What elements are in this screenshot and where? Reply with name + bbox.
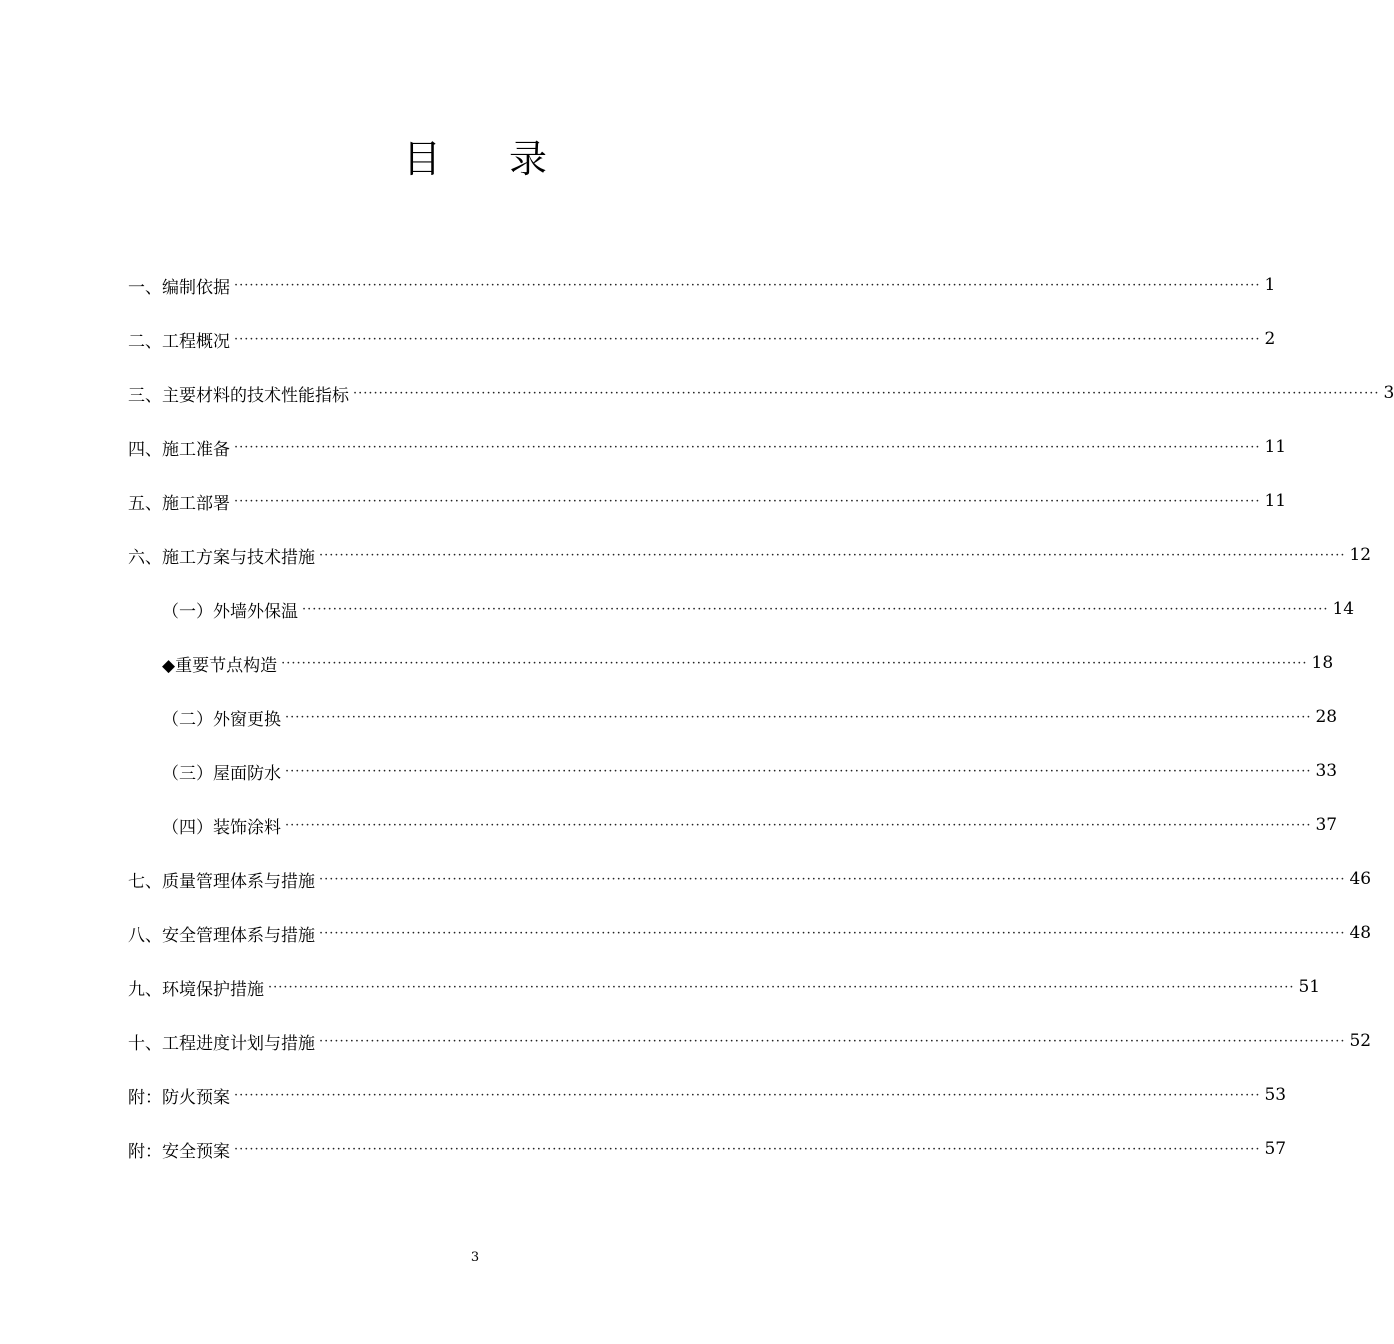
- toc-entry[interactable]: [128, 798, 1338, 852]
- title-char-2: 录: [509, 137, 548, 181]
- toc-leader-dots: ········································································································································································································: [268, 979, 1295, 995]
- toc-leader-dots: ········································································································································································································: [285, 817, 1312, 833]
- toc-leader-dots: ········································································································································································································: [302, 601, 1329, 617]
- toc-entry-label: （一）外墙外保温: [162, 601, 298, 622]
- toc-entry-page: 1: [1264, 275, 1276, 295]
- toc-entry[interactable]: [128, 474, 1287, 528]
- toc-entry-page: 57: [1264, 1139, 1287, 1159]
- toc-entry[interactable]: [128, 366, 1394, 420]
- toc-entry-page: 12: [1349, 545, 1372, 565]
- toc-entry-page: 51: [1298, 977, 1321, 997]
- toc-entry-page: 37: [1315, 815, 1338, 835]
- toc-entry-label: 十、工程进度计划与措施: [128, 1033, 315, 1054]
- toc-entry-label: 七、质量管理体系与措施: [128, 871, 315, 892]
- toc-entry-page: 11: [1264, 437, 1287, 457]
- toc-entry-label: 九、环境保护措施: [128, 979, 264, 1000]
- toc-leader-dots: ········································································································································································································: [319, 871, 1346, 887]
- toc-entry[interactable]: [128, 420, 1287, 474]
- toc-entry-page: 14: [1332, 599, 1355, 619]
- toc-leader-dots: ········································································································································································································: [319, 925, 1346, 941]
- toc-leader-dots: ········································································································································································································: [234, 493, 1261, 509]
- table-of-contents: [128, 258, 1394, 1176]
- toc-entry[interactable]: [128, 960, 1321, 1014]
- toc-entry-page: 53: [1264, 1085, 1287, 1105]
- toc-entry-page: 33: [1315, 761, 1338, 781]
- toc-entry-label: 三、主要材料的技术性能指标: [128, 385, 349, 406]
- toc-entry[interactable]: [128, 1068, 1287, 1122]
- toc-entry[interactable]: [128, 744, 1338, 798]
- toc-entry-label: 附：防火预案: [128, 1087, 230, 1108]
- toc-entry-label: 一、编制依据: [128, 277, 230, 298]
- toc-entry-label: （四）装饰涂料: [162, 817, 281, 838]
- toc-entry-label: 六、施工方案与技术措施: [128, 547, 315, 568]
- toc-entry[interactable]: [128, 690, 1338, 744]
- title-char-1: 目: [402, 137, 441, 181]
- toc-entry-label: 附：安全预案: [128, 1141, 230, 1162]
- toc-leader-dots: ········································································································································································································: [234, 439, 1261, 455]
- toc-entry-page: 11: [1264, 491, 1287, 511]
- toc-leader-dots: ········································································································································································································: [234, 1141, 1261, 1157]
- toc-leader-dots: ········································································································································································································: [285, 763, 1312, 779]
- toc-entry-page: 52: [1349, 1031, 1372, 1051]
- toc-leader-dots: ········································································································································································································: [234, 277, 1261, 293]
- toc-entry[interactable]: [128, 1014, 1372, 1068]
- toc-entry[interactable]: [128, 258, 1276, 312]
- toc-entry-page: 3: [1383, 383, 1394, 403]
- toc-entry[interactable]: [128, 906, 1372, 960]
- toc-leader-dots: ········································································································································································································: [319, 1033, 1346, 1049]
- toc-leader-dots: ········································································································································································································: [281, 655, 1308, 671]
- toc-leader-dots: ········································································································································································································: [353, 385, 1380, 401]
- toc-leader-dots: ········································································································································································································: [234, 331, 1261, 347]
- toc-entry-page: 2: [1264, 329, 1276, 349]
- toc-entry[interactable]: [128, 312, 1276, 366]
- toc-entry[interactable]: [128, 582, 1355, 636]
- toc-entry-page: 48: [1349, 923, 1372, 943]
- toc-entry-label: ◆重要节点构造: [162, 655, 278, 676]
- toc-leader-dots: ········································································································································································································: [234, 1087, 1261, 1103]
- toc-entry-page: 46: [1349, 869, 1372, 889]
- page-number: 3: [470, 1250, 480, 1265]
- toc-entry[interactable]: [128, 636, 1334, 690]
- toc-entry-label: （二）外窗更换: [162, 709, 281, 730]
- toc-entry-label: 五、施工部署: [128, 493, 230, 514]
- toc-entry[interactable]: [128, 528, 1372, 582]
- toc-entry-label: 二、工程概况: [128, 331, 230, 352]
- toc-entry-page: 18: [1311, 653, 1334, 673]
- toc-entry-label: 四、施工准备: [128, 439, 230, 460]
- toc-entry[interactable]: [128, 1122, 1287, 1176]
- toc-entry-label: 八、安全管理体系与措施: [128, 925, 315, 946]
- toc-entry-label: （三）屋面防水: [162, 763, 281, 784]
- toc-leader-dots: ········································································································································································································: [319, 547, 1346, 563]
- toc-entry-page: 28: [1315, 707, 1338, 727]
- page-title: [0, 136, 950, 182]
- toc-leader-dots: ········································································································································································································: [285, 709, 1312, 725]
- toc-entry[interactable]: [128, 852, 1372, 906]
